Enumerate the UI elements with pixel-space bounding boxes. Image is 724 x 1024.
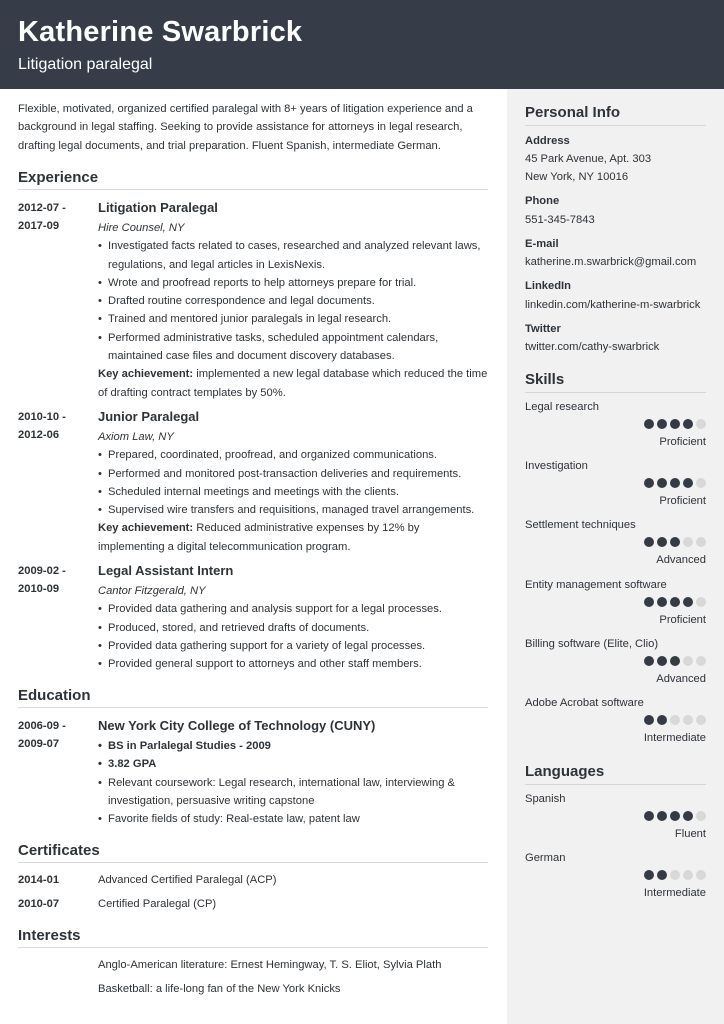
rating-dot-empty [696, 419, 706, 429]
entry-start: 2012-07 - [18, 202, 66, 214]
rating-dots [644, 419, 706, 429]
skill-item-name: Legal research [525, 401, 600, 413]
certificate-date: 2014-01 [18, 874, 60, 886]
rating-dot-empty [683, 715, 693, 725]
certificate-date: 2010-07 [18, 898, 60, 910]
rating-dot-empty [696, 715, 706, 725]
rating-dot-filled [657, 715, 667, 725]
address-line2: New York, NY 10016 [525, 171, 629, 183]
skill-item-name: Adobe Acrobat software [525, 697, 644, 709]
list-item: • Scheduled internal meetings and meetings with the clients. [98, 483, 488, 501]
rating-dot-filled [657, 537, 667, 547]
achievement-text: implemented a new legal database which reduced the time of drafting contract templates by 50%. [98, 368, 488, 399]
email-value: katherine.m.swarbrick@gmail.com [525, 256, 697, 268]
list-item: • Provided general support to attorneys and other staff members. [98, 655, 488, 673]
rating-dots [644, 537, 706, 547]
bullet-list [98, 737, 488, 828]
list-item: • Investigated facts related to cases, researched and analyzed relevant laws, regulations, and legal articles in LexisNexis. [98, 237, 488, 274]
entry-end: 2017-09 [18, 220, 60, 233]
rating-dot-filled [657, 419, 667, 429]
rating-dot-filled [670, 419, 680, 429]
bullet-list [98, 237, 488, 365]
company-name: Hire Counsel, NY [98, 222, 185, 234]
company-name: Cantor Fitzgerald, NY [98, 585, 206, 597]
skill-item [525, 401, 706, 451]
skill-item [525, 460, 706, 510]
entry-dates [18, 199, 88, 236]
job-title: Legal Assistant Intern [98, 563, 234, 578]
rating-dot-filled [683, 419, 693, 429]
entry-start: 2010-10 - [18, 411, 66, 423]
rating-dot-empty [696, 597, 706, 607]
candidate-role: Litigation paralegal [18, 56, 153, 73]
list-item: • Trained and mentored junior paralegals in legal research. [98, 310, 488, 328]
rating-dot-filled [644, 811, 654, 821]
rating-dot-empty [696, 478, 706, 488]
rating-dots [644, 870, 706, 880]
linkedin-value: linkedin.com/katherine-m-swarbrick [525, 299, 701, 311]
skill-item-level: Proficient [659, 436, 706, 448]
email-label: E-mail [525, 238, 559, 250]
rating-dot-filled [670, 597, 680, 607]
address-line1: 45 Park Avenue, Apt. 303 [525, 153, 652, 165]
entry-dates [18, 717, 88, 754]
skill-item-level: Advanced [656, 672, 706, 685]
skill-item [525, 579, 706, 629]
certificate-name: Advanced Certified Paralegal (ACP) [98, 874, 277, 886]
list-item: • Provided data gathering support for a variety of legal processes. [98, 637, 488, 655]
skill-item-level: Intermediate [643, 732, 706, 744]
skills-heading: Skills [525, 371, 706, 393]
resume-header [0, 0, 724, 89]
skill-item-name: Investigation [525, 460, 588, 473]
rating-dot-filled [670, 656, 680, 666]
rating-dot-filled [657, 811, 667, 821]
skill-item [525, 697, 706, 747]
entry-end: 2012-06 [18, 429, 60, 442]
list-item: • Wrote and proofread reports to help attorneys prepare for trial. [98, 274, 488, 292]
achievement-label: Key achievement: [98, 368, 194, 381]
entry-dates [18, 408, 88, 445]
rating-dots [644, 715, 706, 725]
languages-heading: Languages [525, 763, 706, 785]
summary-text: Flexible, motivated, organized certified paralegal with 8+ years of litigation experience and a background in legal staffing. Seeking to provide assistance for attorneys in legal research, drafting legal documents, and trial preparation. Fluent Spanish, intermediate German. [18, 103, 473, 152]
rating-dot-filled [683, 478, 693, 488]
language-item-name: German [525, 852, 566, 865]
rating-dot-empty [683, 656, 693, 666]
entry-dates [18, 562, 88, 599]
certificates-heading: Certificates [18, 842, 488, 863]
personal-info-heading: Personal Info [525, 104, 706, 126]
sidebar [507, 89, 724, 1024]
rating-dots [644, 597, 706, 607]
rating-dot-filled [644, 715, 654, 725]
certificate-name: Certified Paralegal (CP) [98, 898, 217, 910]
rating-dot-filled [670, 478, 680, 488]
coursework: • Relevant coursework: Legal research, international law, interviewing & investigation, persuasive writing capstone [98, 774, 488, 811]
rating-dot-filled [683, 811, 693, 821]
skill-item [525, 638, 706, 688]
rating-dot-filled [644, 597, 654, 607]
skill-item [525, 519, 706, 569]
achievement-label: Key achievement: [98, 522, 194, 535]
skill-item-level: Proficient [659, 613, 706, 626]
twitter-value: twitter.com/cathy-swarbrick [525, 341, 660, 353]
rating-dot-filled [644, 478, 654, 488]
gpa: • 3.82 GPA [98, 755, 488, 773]
language-item [525, 793, 706, 843]
language-item-name: Spanish [525, 793, 566, 805]
education-heading: Education [18, 687, 488, 708]
entry-end: 2010-09 [18, 583, 60, 596]
list-item: • Performed and monitored post-transaction deliveries and requirements. [98, 465, 488, 483]
phone-value: 551-345-7843 [525, 214, 595, 226]
rating-dot-filled [657, 597, 667, 607]
rating-dot-empty [696, 870, 706, 880]
rating-dot-empty [670, 715, 680, 725]
skill-item-name: Entity management software [525, 578, 667, 591]
phone-label: Phone [525, 195, 560, 207]
rating-dot-empty [683, 870, 693, 880]
entry-end: 2009-07 [18, 738, 60, 751]
list-item: • Performed administrative tasks, scheduled appointment calendars, maintained case files and document discovery databases. [98, 329, 488, 366]
language-item [525, 852, 706, 902]
skill-item-name: Settlement techniques [525, 519, 636, 532]
skill-item-level: Proficient [659, 495, 706, 508]
rating-dot-filled [670, 811, 680, 821]
rating-dot-empty [683, 537, 693, 547]
rating-dots [644, 811, 706, 821]
list-item: • Prepared, coordinated, proofread, and organized communications. [98, 446, 488, 464]
rating-dot-empty [670, 870, 680, 880]
twitter-label: Twitter [525, 323, 561, 335]
rating-dot-filled [644, 419, 654, 429]
job-title: Litigation Paralegal [98, 200, 218, 215]
rating-dot-empty [696, 811, 706, 821]
language-item-level: Fluent [674, 828, 706, 840]
degree: • BS in Parlalegal Studies - 2009 [98, 737, 488, 755]
rating-dot-empty [696, 656, 706, 666]
bullet-list [98, 446, 488, 519]
achievement-text: Reduced administrative expenses by 12% by implementing a digital telecommunication program. [98, 522, 420, 553]
rating-dot-filled [644, 870, 654, 880]
interest-item: Anglo-American literature: Ernest Hemingway, T. S. Eliot, Sylvia Plath [98, 959, 442, 971]
interests-heading: Interests [18, 927, 488, 948]
rating-dot-filled [644, 537, 654, 547]
entry-start: 2006-09 - [18, 720, 66, 732]
rating-dots [644, 656, 706, 666]
company-name: Axiom Law, NY [98, 431, 174, 443]
rating-dot-filled [644, 656, 654, 666]
key-achievement [98, 519, 488, 556]
address-label: Address [525, 135, 570, 147]
linkedin-label: LinkedIn [525, 280, 571, 292]
list-item: • Provided data gathering and analysis support for a legal processes. [98, 600, 488, 618]
rating-dot-filled [657, 478, 667, 488]
language-item-level: Intermediate [643, 887, 706, 900]
skill-item-level: Advanced [656, 554, 706, 567]
experience-heading: Experience [18, 169, 488, 190]
fields-of-study: • Favorite fields of study: Real-estate law, patent law [98, 810, 488, 828]
list-item: • Supervised wire transfers and requisitions, managed travel arrangements. [98, 501, 488, 519]
candidate-name: Katherine Swarbrick [18, 16, 303, 48]
rating-dots [644, 478, 706, 488]
rating-dot-filled [670, 537, 680, 547]
skill-item-name: Billing software (Elite, Clio) [525, 637, 659, 650]
interest-item: Basketball: a life-long fan of the New York Knicks [98, 983, 341, 995]
school-name: New York City College of Technology (CUNY) [98, 718, 376, 733]
list-item: • Produced, stored, and retrieved drafts of documents. [98, 619, 488, 637]
bullet-list [98, 600, 488, 673]
rating-dot-filled [683, 597, 693, 607]
list-item: • Drafted routine correspondence and legal documents. [98, 292, 488, 310]
entry-start: 2009-02 - [18, 565, 66, 577]
rating-dot-filled [657, 870, 667, 880]
rating-dot-empty [696, 537, 706, 547]
key-achievement [98, 365, 488, 402]
job-title: Junior Paralegal [98, 409, 200, 424]
rating-dot-filled [657, 656, 667, 666]
